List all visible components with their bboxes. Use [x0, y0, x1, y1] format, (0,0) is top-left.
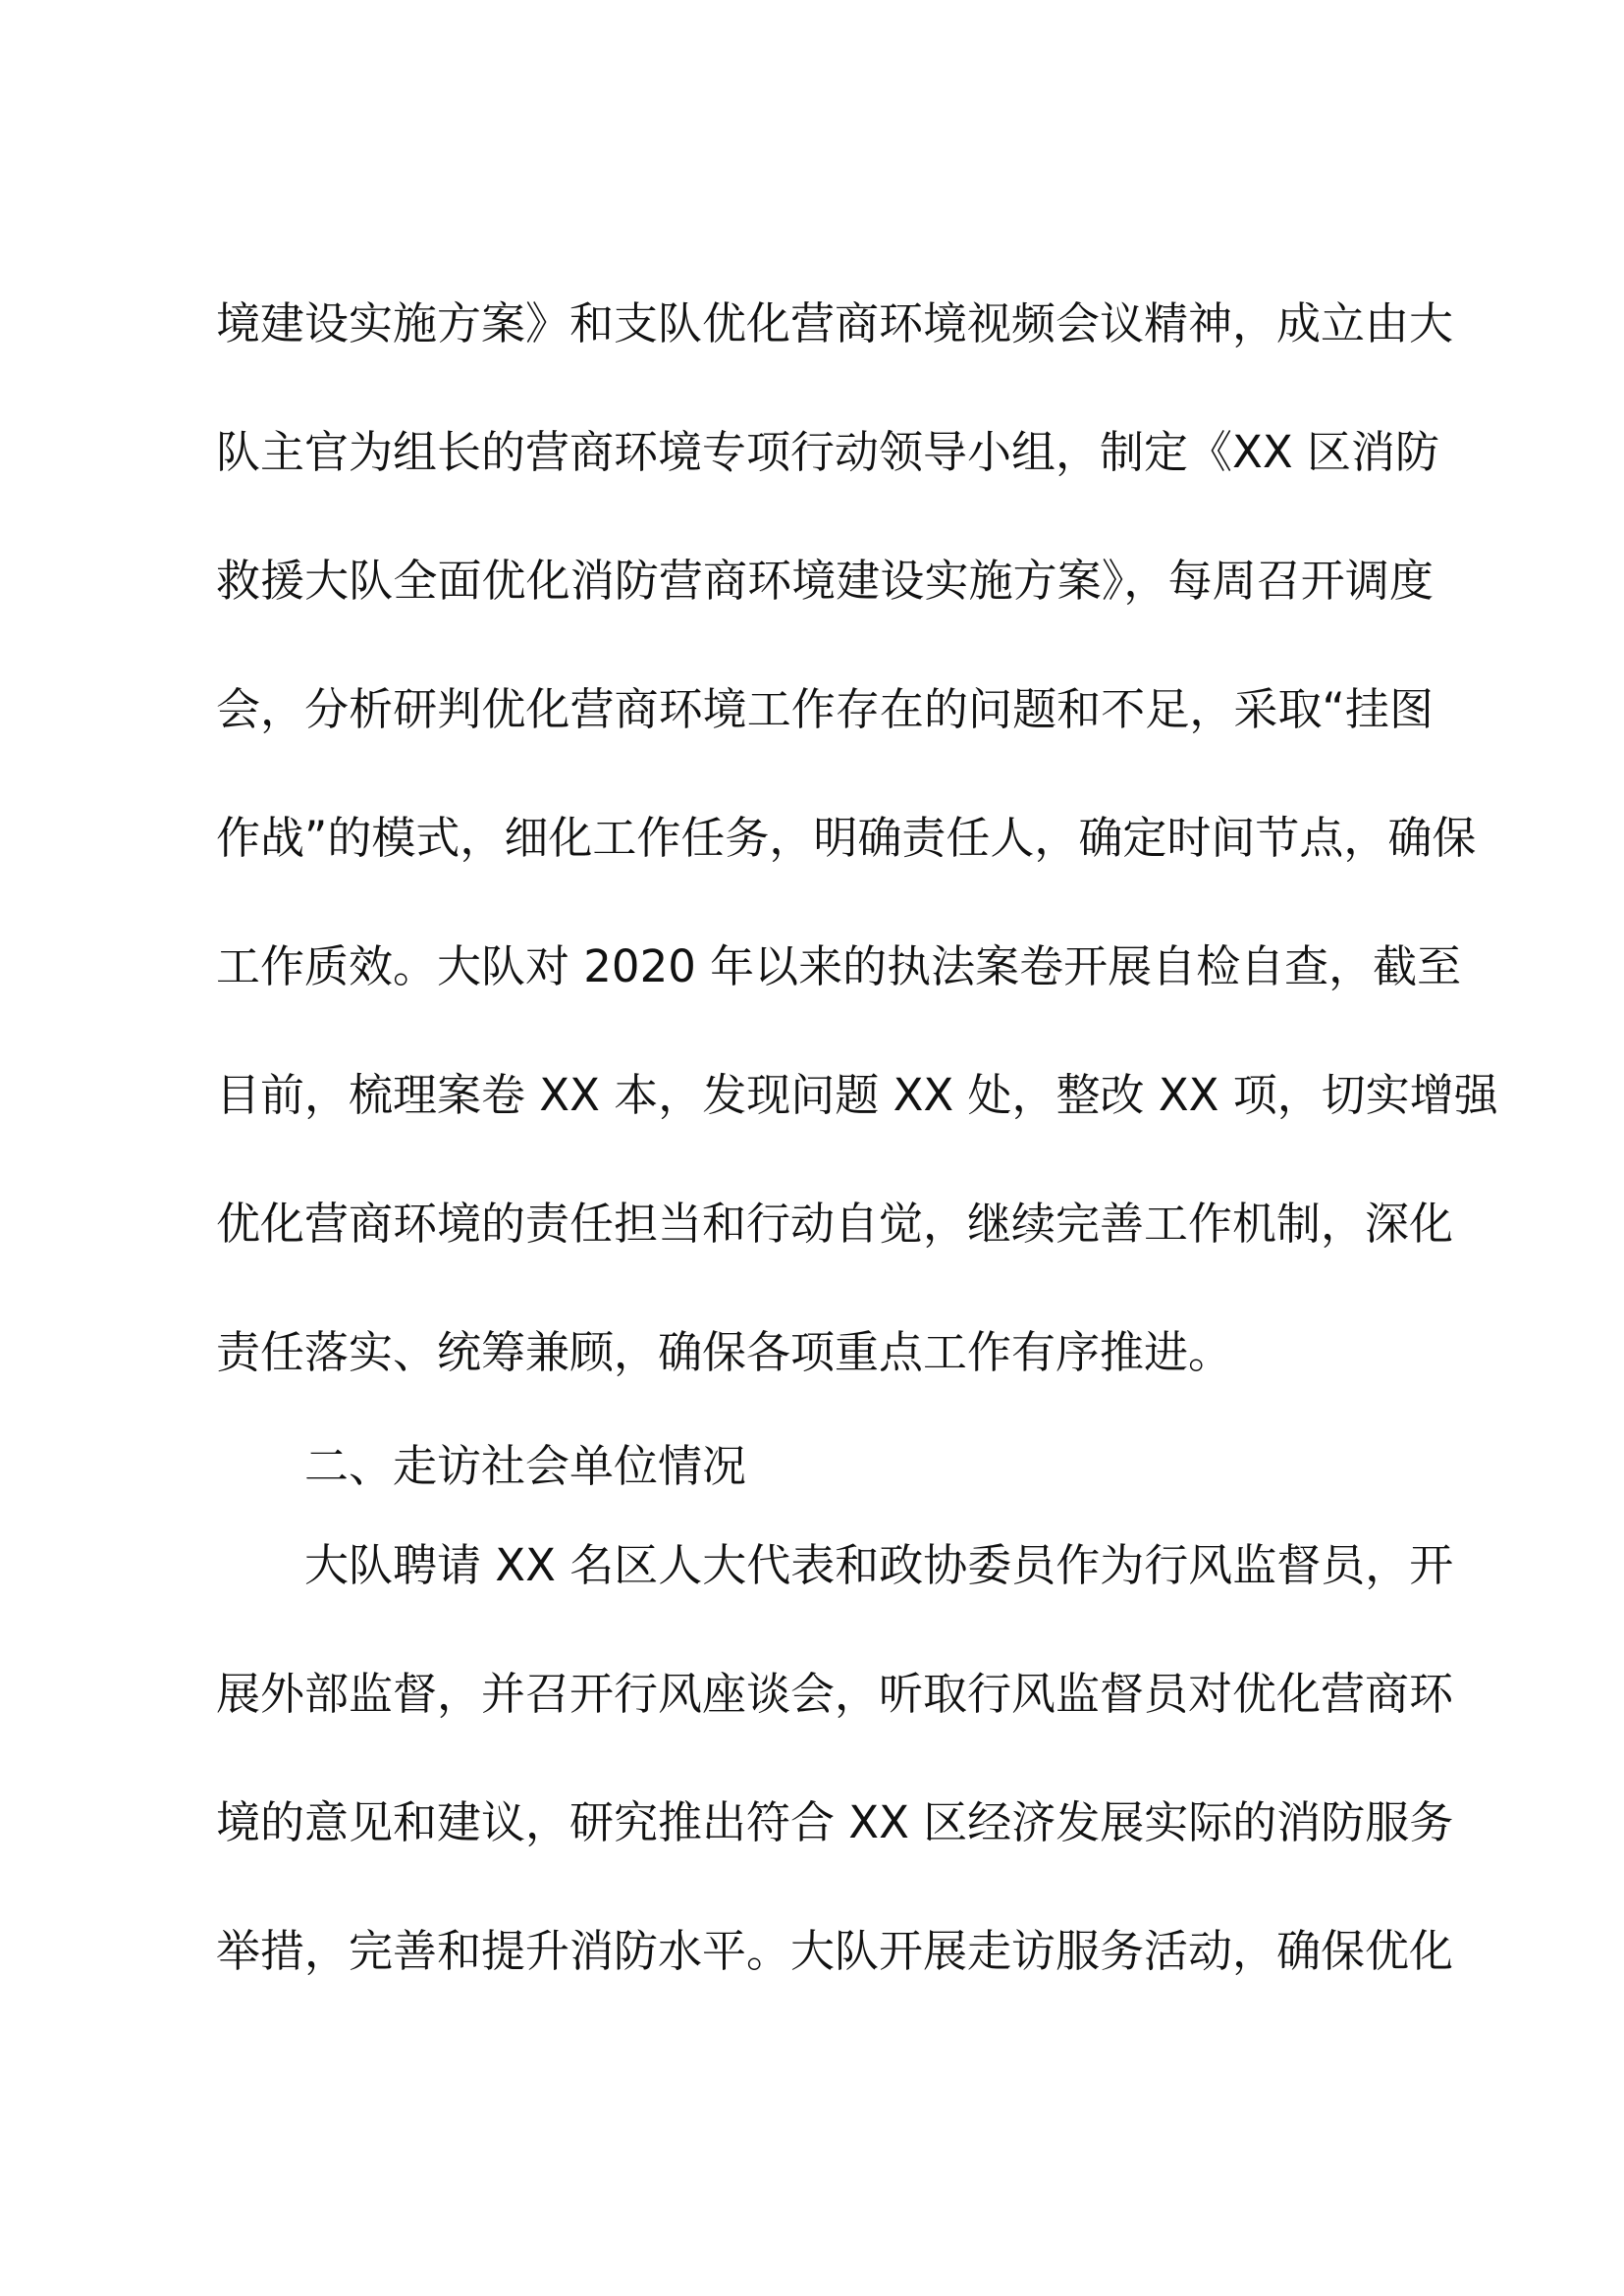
- paragraph-line: 大队聘请 XX 名区人大代表和政协委员作为行风监督员，开: [304, 1539, 1454, 1591]
- paragraph-line: 展外部监督，并召开行风座谈会，听取行风监督员对优化营商环: [216, 1668, 1454, 1720]
- paragraph-line: 责任落实、统筹兼顾，确保各项重点工作有序推进。: [216, 1326, 1233, 1378]
- paragraph-line: 境建设实施方案》和支队优化营商环境视频会议精神，成立由大: [216, 297, 1454, 349]
- paragraph-line: 目前，梳理案卷 XX 本，发现问题 XX 处，整改 XX 项，切实增强: [216, 1069, 1498, 1121]
- paragraph-line: 境的意见和建议，研究推出符合 XX 区经济发展实际的消防服务: [216, 1796, 1454, 1848]
- paragraph-line: 队主官为组长的营商环境专项行动领导小组，制定《XX 区消防: [216, 426, 1439, 478]
- paragraph-line: 救援大队全面优化消防营商环境建设实施方案》，每周召开调度: [216, 555, 1434, 607]
- section-heading: 二、走访社会单位情况: [304, 1440, 747, 1492]
- paragraph-line: 优化营商环境的责任担当和行动自觉，继续完善工作机制，深化: [216, 1198, 1454, 1250]
- paragraph-line: 工作质效。大队对 2020 年以来的执法案卷开展自检自查，截至: [216, 940, 1462, 992]
- paragraph-line: 会，分析研判优化营商环境工作存在的问题和不足，采取“挂图: [216, 683, 1434, 735]
- paragraph-line: 作战”的模式，细化工作任务，明确责任人，确定时间节点，确保: [216, 812, 1477, 864]
- paragraph-line: 举措，完善和提升消防水平。大队开展走访服务活动，确保优化: [216, 1925, 1454, 1977]
